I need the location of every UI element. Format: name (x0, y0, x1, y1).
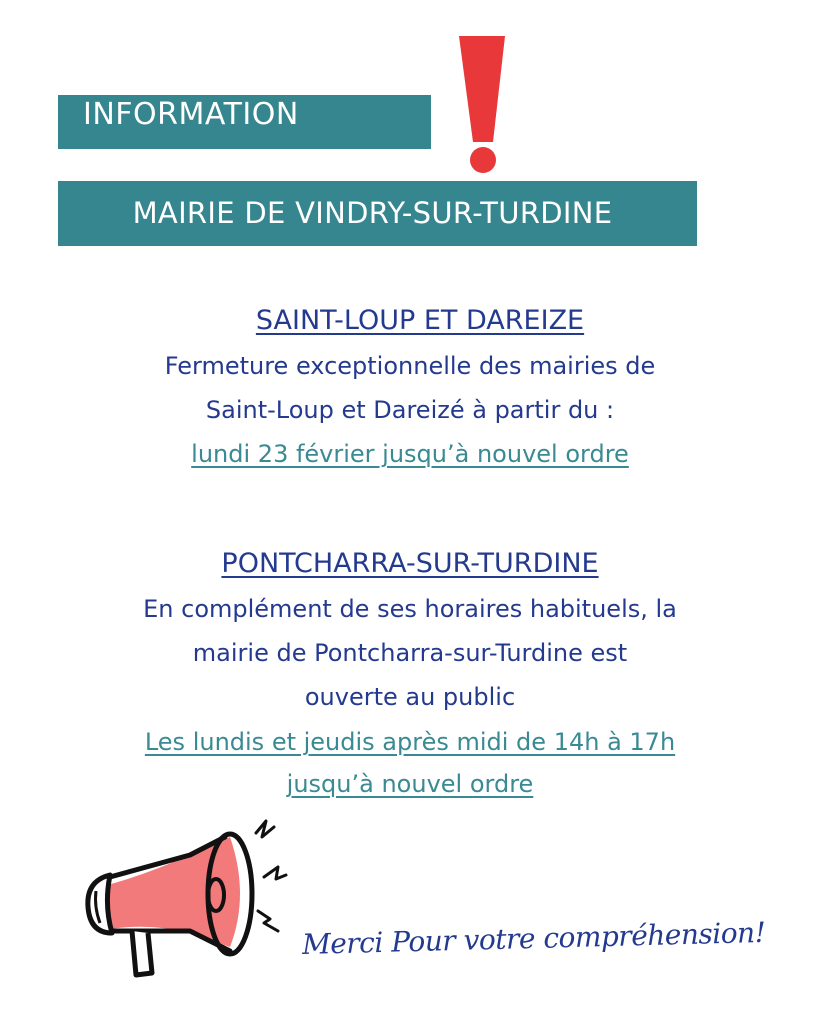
megaphone-icon (80, 815, 290, 985)
text-line: mairie de Pontcharra-sur-Turdine est (192, 639, 628, 667)
section-saint-loup (60, 300, 760, 480)
thanks-message: Merci Pour votre compréhension! (301, 915, 766, 962)
section-pontcharra (60, 548, 760, 808)
date-highlight: lundi 23 février jusqu’à nouvel ordre (191, 440, 629, 468)
mairie-banner (58, 181, 697, 246)
text-line: En complément de ses horaires habituels, la (143, 595, 677, 623)
hours-highlight: Les lundis et jeudis après midi de 14h à 17h (144, 728, 676, 756)
text-line: Saint-Loup et Dareizé à partir du : (205, 396, 615, 424)
mairie-label: MAIRIE DE VINDRY-SUR-TURDINE (132, 196, 613, 230)
section-heading-pontcharra: PONTCHARRA-SUR-TURDINE (221, 548, 599, 579)
text-line: ouverte au public (304, 683, 516, 711)
section-heading-saint-loup: SAINT-LOUP ET DAREIZE (255, 305, 585, 336)
hours-highlight: jusqu’à nouvel ordre (286, 770, 534, 798)
information-banner (58, 95, 431, 149)
information-label: INFORMATION (83, 97, 299, 132)
text-line: Fermeture exceptionnelle des mairies de (164, 352, 656, 380)
exclamation-icon (455, 34, 511, 174)
